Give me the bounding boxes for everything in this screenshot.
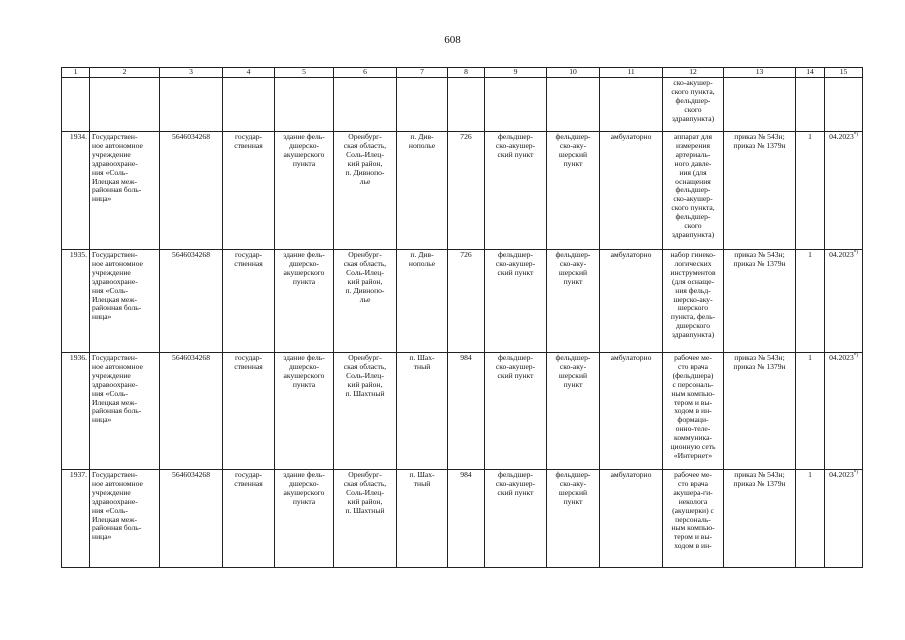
date-value: 04.2023 bbox=[829, 250, 854, 259]
footnote-mark: *) bbox=[853, 132, 858, 138]
column-number: 8 bbox=[448, 68, 485, 78]
column-number: 14 bbox=[796, 68, 825, 78]
date-value: 04.2023 bbox=[829, 470, 854, 479]
column-number: 10 bbox=[547, 68, 600, 78]
order-cell: приказ № 543н; приказ № 1379н bbox=[724, 132, 796, 250]
population-cell: 726 bbox=[448, 250, 485, 353]
care-form-cell: амбулаторно bbox=[600, 250, 663, 353]
building-cell: здание фель- дшерско- акушерского пункта bbox=[275, 353, 334, 470]
date-cell bbox=[825, 470, 863, 568]
institution-cell: Государствен- ное автономное учреждение здравоохране- ния «Соль- Илецкая меж- районная боль- ница» bbox=[90, 132, 160, 250]
ownership-cell: государ- ственная bbox=[223, 470, 275, 568]
register-table bbox=[61, 67, 863, 568]
settlement-cell: п. Шах- тный bbox=[397, 470, 448, 568]
page-number: 608 bbox=[444, 34, 461, 46]
column-number: 11 bbox=[600, 68, 663, 78]
continuation-row bbox=[62, 78, 863, 132]
column-number: 6 bbox=[334, 68, 397, 78]
address-cell: Оренбург- ская область, Соль-Илец- кий район, п. Шахтный bbox=[334, 470, 397, 568]
care-form-cell: амбулаторно bbox=[600, 470, 663, 568]
row-number: 1934. bbox=[62, 132, 90, 250]
population-cell: 984 bbox=[448, 470, 485, 568]
population-cell: 984 bbox=[448, 353, 485, 470]
column-number-row bbox=[62, 68, 863, 78]
order-cell: приказ № 543н; приказ № 1379н bbox=[724, 250, 796, 353]
inn-cell: 5646034268 bbox=[160, 250, 223, 353]
equipment-cell: рабочее ме- сто врача акушера-ги- неколога (акушерки) с персональ- ным компью- тером и вы- ходом в ин- bbox=[663, 470, 724, 568]
department-cell: фельдшер- ско-аку- шерский пункт bbox=[547, 250, 600, 353]
date-cell bbox=[825, 132, 863, 250]
unit-type-cell: фельдшер- ско-акушер- ский пункт bbox=[485, 353, 547, 470]
date-value: 04.2023 bbox=[829, 132, 854, 141]
order-cell: приказ № 543н; приказ № 1379н bbox=[724, 470, 796, 568]
row-number: 1936. bbox=[62, 353, 90, 470]
ownership-cell: государ- ственная bbox=[223, 132, 275, 250]
settlement-cell: п. Див- нополье bbox=[397, 250, 448, 353]
unit-type-cell: фельдшер- ско-акушер- ский пункт bbox=[485, 132, 547, 250]
date-cell bbox=[825, 250, 863, 353]
unit-type-cell: фельдшер- ско-акушер- ский пункт bbox=[485, 470, 547, 568]
unit-type-cell: фельдшер- ско-акушер- ский пункт bbox=[485, 250, 547, 353]
footnote-mark: *) bbox=[853, 250, 858, 256]
ownership-cell: государ- ственная bbox=[223, 353, 275, 470]
footnote-mark: *) bbox=[853, 353, 858, 359]
column-number: 15 bbox=[825, 68, 863, 78]
settlement-cell: п. Шах- тный bbox=[397, 353, 448, 470]
table-row bbox=[62, 470, 863, 568]
equipment-cell: набор гинеко- логических инструментов (для оснаще- ния фельд- шерско-аку- шерского пункта, фель- дшерского здравпункта) bbox=[663, 250, 724, 353]
row-number: 1937. bbox=[62, 470, 90, 568]
inn-cell: 5646034268 bbox=[160, 470, 223, 568]
building-cell: здание фель- дшерско- акушерского пункта bbox=[275, 250, 334, 353]
care-form-cell: амбулаторно bbox=[600, 132, 663, 250]
institution-cell: Государствен- ное автономное учреждение здравоохране- ния «Соль- Илецкая меж- районная боль- ница» bbox=[90, 470, 160, 568]
column-number: 1 bbox=[62, 68, 90, 78]
column-number: 9 bbox=[485, 68, 547, 78]
building-cell: здание фель- дшерско- акушерского пункта bbox=[275, 132, 334, 250]
quantity-cell: 1 bbox=[796, 353, 825, 470]
population-cell: 726 bbox=[448, 132, 485, 250]
department-cell: фельдшер- ско-аку- шерский пункт bbox=[547, 353, 600, 470]
table-row bbox=[62, 132, 863, 250]
date-value: 04.2023 bbox=[829, 353, 854, 362]
row-number: 1935. bbox=[62, 250, 90, 353]
column-number: 3 bbox=[160, 68, 223, 78]
column-number: 7 bbox=[397, 68, 448, 78]
equipment-cell: рабочее ме- сто врача (фельдшера) с персональ- ным компью- тером и вы- ходом в ин- формаци- онно-теле- коммуника- ционную сеть «Интернет» bbox=[663, 353, 724, 470]
date-cell bbox=[825, 353, 863, 470]
address-cell: Оренбург- ская область, Соль-Илец- кий район, п. Шахтный bbox=[334, 353, 397, 470]
table-row bbox=[62, 250, 863, 353]
inn-cell: 5646034268 bbox=[160, 132, 223, 250]
column-number: 12 bbox=[663, 68, 724, 78]
care-form-cell: амбулаторно bbox=[600, 353, 663, 470]
column-number: 13 bbox=[724, 68, 796, 78]
equipment-cell: ско-акушер- ского пункта, фельдшер- ского здравпункта) bbox=[663, 78, 724, 132]
inn-cell: 5646034268 bbox=[160, 353, 223, 470]
department-cell: фельдшер- ско-аку- шерский пункт bbox=[547, 470, 600, 568]
column-number: 2 bbox=[90, 68, 160, 78]
order-cell: приказ № 543н; приказ № 1379н bbox=[724, 353, 796, 470]
department-cell: фельдшер- ско-аку- шерский пункт bbox=[547, 132, 600, 250]
column-number: 5 bbox=[275, 68, 334, 78]
institution-cell: Государствен- ное автономное учреждение здравоохране- ния «Соль- Илецкая меж- районная боль- ница» bbox=[90, 353, 160, 470]
equipment-cell: аппарат для измерения артериаль- ного давле- ния (для оснащения фельдшер- ско-акушер- ского пункта, фельдшер- ского здравпункта) bbox=[663, 132, 724, 250]
quantity-cell: 1 bbox=[796, 250, 825, 353]
building-cell: здание фель- дшерско- акушерского пункта bbox=[275, 470, 334, 568]
institution-cell: Государствен- ное автономное учреждение здравоохране- ния «Соль- Илецкая меж- районная боль- ница» bbox=[90, 250, 160, 353]
footnote-mark: *) bbox=[853, 470, 858, 476]
ownership-cell: государ- ственная bbox=[223, 250, 275, 353]
address-cell: Оренбург- ская область, Соль-Илец- кий район, п. Дивнопо- лье bbox=[334, 132, 397, 250]
quantity-cell: 1 bbox=[796, 470, 825, 568]
column-number: 4 bbox=[223, 68, 275, 78]
settlement-cell: п. Див- нополье bbox=[397, 132, 448, 250]
address-cell: Оренбург- ская область, Соль-Илец- кий район, п. Дивнопо- лье bbox=[334, 250, 397, 353]
table-row bbox=[62, 353, 863, 470]
quantity-cell: 1 bbox=[796, 132, 825, 250]
